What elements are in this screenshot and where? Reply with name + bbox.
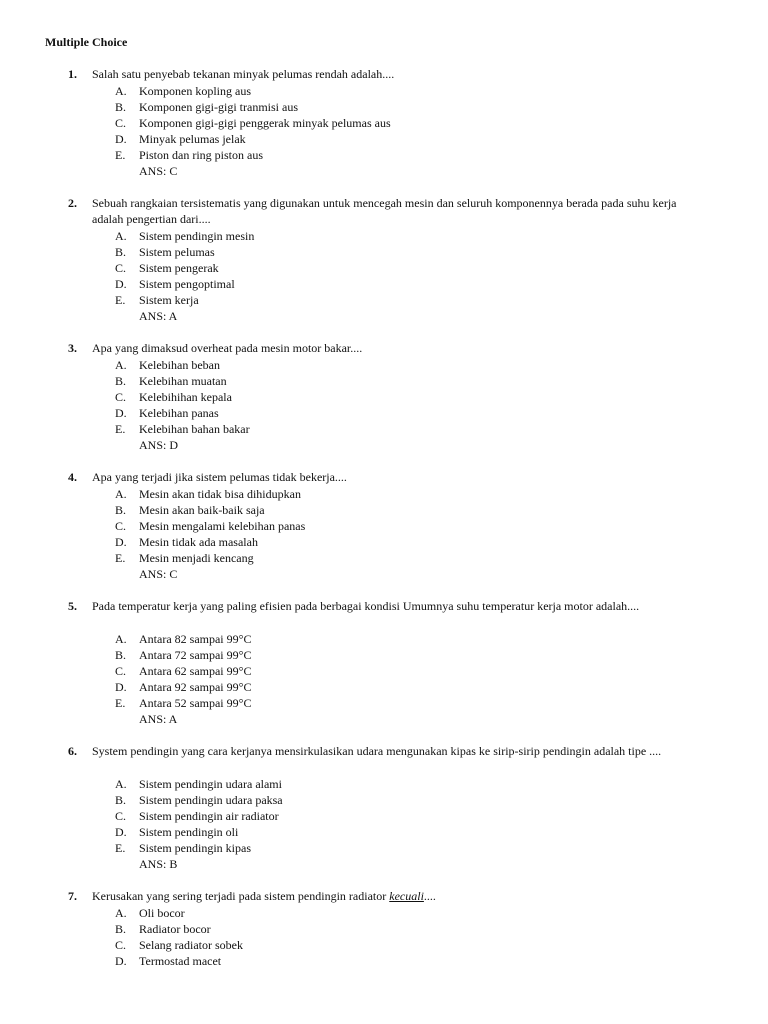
question-text: Apa yang dimaksud overheat pada mesin motor bakar....	[92, 341, 363, 355]
option-letter: A.	[115, 228, 127, 243]
question-number: 3.	[68, 341, 77, 355]
option-text: Sistem pendingin oli	[139, 825, 239, 840]
section-heading: Multiple Choice	[45, 35, 128, 49]
option-text: Sistem pendingin air radiator	[139, 808, 279, 823]
option-letter: A.	[115, 486, 127, 501]
option-a	[0, 83, 768, 99]
option-letter: E.	[115, 696, 126, 711]
option-letter: B.	[115, 792, 127, 807]
option-text: Termostad macet	[139, 954, 222, 969]
option-e	[0, 421, 768, 437]
answer-key	[0, 437, 768, 453]
answer-key	[0, 711, 768, 727]
option-b	[0, 244, 768, 260]
option-text: Oli bocor	[139, 905, 185, 920]
option-text: Mesin mengalami kelebihan panas	[139, 518, 306, 533]
option-d	[0, 276, 768, 292]
option-b	[0, 99, 768, 115]
option-text: Kelebihan panas	[139, 406, 219, 421]
question-text: Apa yang terjadi jika sistem pelumas tidak bekerja....	[92, 470, 347, 484]
option-letter: A.	[115, 83, 127, 98]
answer-text: ANS: A	[139, 712, 178, 727]
option-c	[0, 260, 768, 276]
option-a	[0, 776, 768, 792]
question-emphasis: kecuali	[389, 889, 424, 903]
question-number: 5.	[68, 599, 77, 613]
option-list	[0, 905, 768, 970]
answer-text: ANS: D	[139, 438, 179, 453]
option-text: Sistem pengerak	[139, 260, 219, 275]
option-text: Kelebihan muatan	[139, 373, 227, 388]
option-letter: A.	[115, 905, 127, 920]
option-text: Mesin akan tidak bisa dihidupkan	[139, 486, 301, 501]
answer-key	[0, 163, 768, 179]
question-text: Pada temperatur kerja yang paling efisien pada berbagai kondisi Umumnya suhu temperatur kerja motor adalah....	[92, 599, 640, 613]
option-e	[0, 840, 768, 856]
option-a	[0, 228, 768, 244]
option-letter: D.	[115, 277, 127, 292]
answer-text: ANS: C	[139, 164, 178, 179]
option-c	[0, 389, 768, 405]
option-text: Kelebihihan kepala	[139, 389, 232, 404]
option-text: Komponen gigi-gigi penggerak minyak pelumas aus	[139, 115, 391, 130]
option-letter: B.	[115, 502, 127, 517]
option-letter: C.	[115, 389, 127, 404]
question-text: Sebuah rangkaian tersistematis yang digunakan untuk mencegah mesin dan seluruh komponennya berada pada suhu kerja adalah pengertian dari....	[92, 196, 677, 227]
answer-key	[0, 308, 768, 324]
option-letter: B.	[115, 244, 127, 259]
option-text: Antara 82 sampai 99°C	[139, 631, 252, 646]
option-letter: E.	[115, 841, 126, 856]
option-text: Komponen gigi-gigi tranmisi aus	[139, 99, 298, 114]
option-letter: C.	[115, 808, 127, 823]
option-text: Antara 92 sampai 99°C	[139, 680, 252, 695]
option-c	[0, 663, 768, 679]
option-letter: C.	[115, 663, 127, 678]
answer-text: ANS: B	[139, 857, 178, 872]
option-letter: D.	[115, 406, 127, 421]
option-b	[0, 647, 768, 663]
option-letter: C.	[115, 518, 127, 533]
option-c	[0, 115, 768, 131]
option-text: Sistem pendingin kipas	[139, 841, 251, 856]
option-text: Sistem pelumas	[139, 244, 215, 259]
option-b	[0, 373, 768, 389]
option-b	[0, 921, 768, 937]
option-text: Antara 52 sampai 99°C	[139, 696, 252, 711]
option-letter: C.	[115, 115, 127, 130]
option-list	[0, 83, 768, 180]
option-letter: B.	[115, 373, 127, 388]
option-letter: A.	[115, 631, 127, 646]
question-number: 1.	[68, 67, 77, 81]
option-d	[0, 534, 768, 550]
answer-key	[0, 856, 768, 872]
option-letter: B.	[115, 99, 127, 114]
option-text: Mesin akan baik-baik saja	[139, 502, 265, 517]
option-a	[0, 905, 768, 921]
option-text: Antara 62 sampai 99°C	[139, 663, 252, 678]
question-text-after: ....	[423, 889, 436, 903]
option-text: Antara 72 sampai 99°C	[139, 647, 252, 662]
option-text: Sistem kerja	[139, 293, 199, 308]
option-letter: E.	[115, 422, 126, 437]
option-e	[0, 550, 768, 566]
question-number: 4.	[68, 470, 77, 484]
option-letter: C.	[115, 260, 127, 275]
question-text: Salah satu penyebab tekanan minyak pelumas rendah adalah....	[92, 67, 395, 81]
option-letter: D.	[115, 954, 127, 969]
question-text: System pendingin yang cara kerjanya mensirkulasikan udara mengunakan kipas ke sirip-sirip pendingin adalah tipe ....	[92, 744, 662, 758]
option-d	[0, 131, 768, 147]
option-text: Mesin tidak ada masalah	[139, 535, 258, 550]
option-text: Minyak pelumas jelak	[139, 132, 246, 147]
option-e	[0, 292, 768, 308]
option-text: Sistem pendingin mesin	[139, 228, 255, 243]
question-text-before: Kerusakan yang sering terjadi pada sistem pendingin radiator	[92, 889, 390, 903]
option-c	[0, 937, 768, 953]
answer-key	[0, 566, 768, 582]
option-c	[0, 808, 768, 824]
option-text: Sistem pendingin udara paksa	[139, 792, 283, 807]
option-letter: D.	[115, 825, 127, 840]
option-text: Radiator bocor	[139, 921, 211, 936]
question-text	[92, 888, 677, 904]
option-e	[0, 695, 768, 711]
option-letter: A.	[115, 357, 127, 372]
option-letter: C.	[115, 937, 127, 952]
option-list	[0, 776, 768, 873]
option-list	[0, 357, 768, 454]
option-list	[0, 228, 768, 325]
option-text: Kelebihan bahan bakar	[139, 422, 250, 437]
option-letter: E.	[115, 293, 126, 308]
question-number: 2.	[68, 196, 77, 210]
option-letter: E.	[115, 551, 126, 566]
option-letter: B.	[115, 921, 127, 936]
option-list	[0, 486, 768, 583]
option-text: Sistem pengoptimal	[139, 277, 235, 292]
option-d	[0, 824, 768, 840]
option-text: Komponen kopling aus	[139, 83, 251, 98]
option-text: Kelebihan beban	[139, 357, 220, 372]
option-letter: D.	[115, 132, 127, 147]
option-letter: E.	[115, 148, 126, 163]
option-letter: D.	[115, 535, 127, 550]
question-number: 6.	[68, 744, 77, 758]
option-e	[0, 147, 768, 163]
option-list	[0, 631, 768, 728]
option-d	[0, 679, 768, 695]
option-text: Sistem pendingin udara alami	[139, 776, 282, 791]
option-letter: A.	[115, 776, 127, 791]
option-b	[0, 502, 768, 518]
option-text: Mesin menjadi kencang	[139, 551, 254, 566]
option-c	[0, 518, 768, 534]
option-letter: B.	[115, 647, 127, 662]
option-d	[0, 953, 768, 969]
option-a	[0, 486, 768, 502]
option-b	[0, 792, 768, 808]
option-text: Piston dan ring piston aus	[139, 148, 264, 163]
option-a	[0, 631, 768, 647]
option-a	[0, 357, 768, 373]
option-letter: D.	[115, 680, 127, 695]
answer-text: ANS: C	[139, 567, 178, 582]
answer-text: ANS: A	[139, 309, 178, 324]
question-number: 7.	[68, 889, 77, 903]
option-text: Selang radiator sobek	[139, 937, 243, 952]
option-d	[0, 405, 768, 421]
